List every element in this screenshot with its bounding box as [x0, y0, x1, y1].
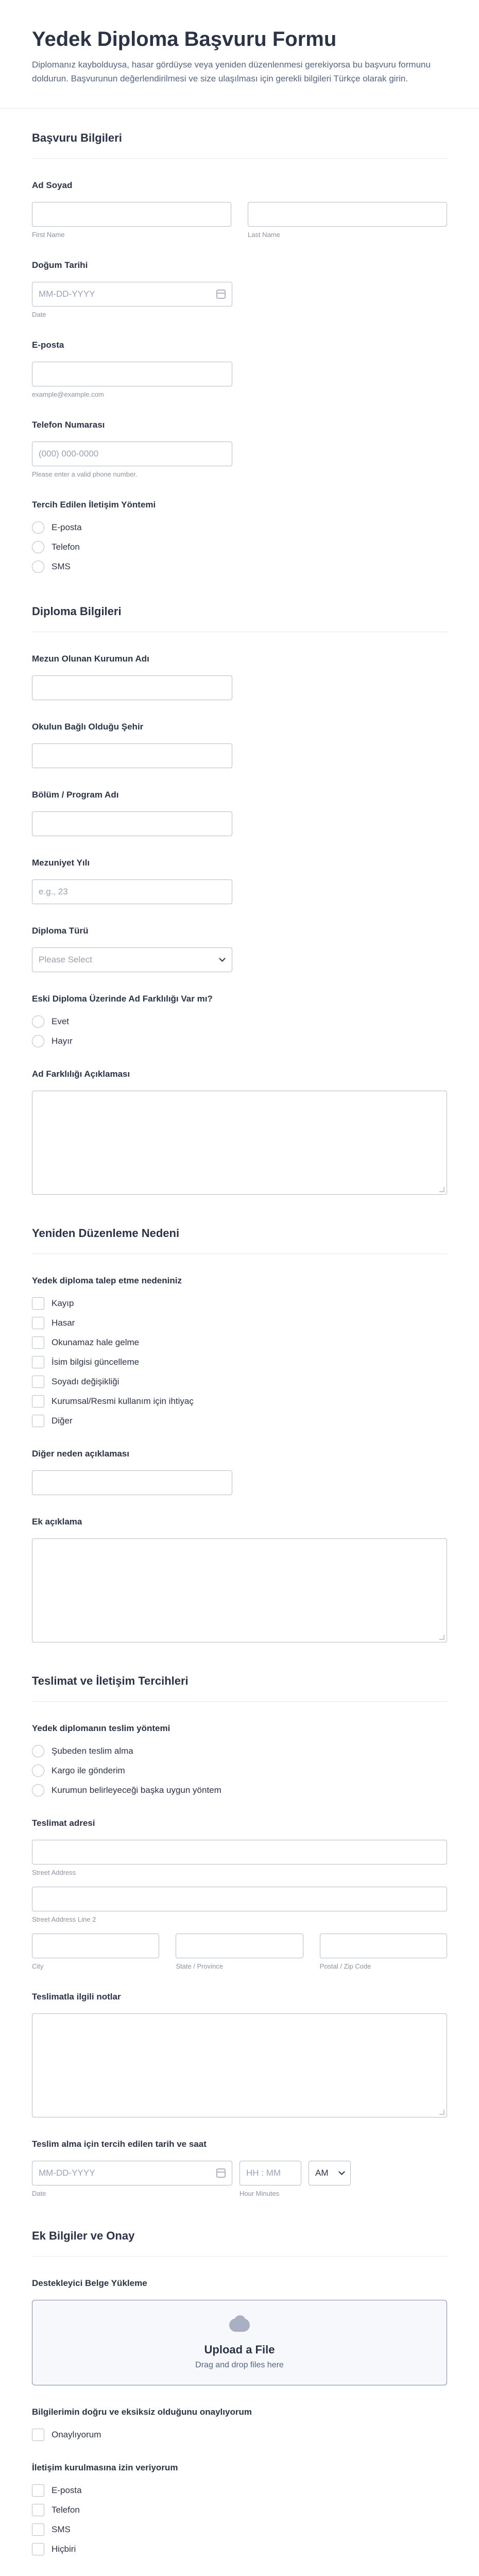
delivery-option[interactable]: [32, 1784, 447, 1797]
section-title-delivery: Teslimat ve İletişim Tercihleri: [32, 1674, 447, 1702]
label-full-name: Ad Soyad: [32, 180, 73, 190]
institution-input[interactable]: [32, 675, 232, 700]
label-department: Bölüm / Program Adı: [32, 790, 119, 800]
reason-option[interactable]: [32, 1356, 447, 1368]
resize-handle-icon[interactable]: [439, 1187, 444, 1192]
option-label: İsim bilgisi güncelleme: [52, 1357, 140, 1367]
checkbox[interactable]: [32, 1415, 44, 1427]
checkbox[interactable]: [32, 1317, 44, 1329]
label-contact-method: Tercih Edilen İletişim Yöntemi: [32, 500, 156, 510]
dob-input[interactable]: [32, 282, 232, 307]
delivery-notes-textarea[interactable]: [32, 2013, 447, 2117]
field-consent: [32, 2463, 447, 2555]
dob-placeholder: MM-DD-YYYY: [39, 289, 95, 299]
option-label: Telefon: [52, 542, 80, 552]
calendar-icon[interactable]: [216, 2168, 226, 2178]
option-label: SMS: [52, 562, 71, 571]
pickup-time-sublabel: Hour Minutes: [239, 2190, 280, 2197]
reason-option[interactable]: [32, 1376, 447, 1388]
diploma-type-select[interactable]: [32, 947, 232, 972]
street-address-input[interactable]: [32, 1840, 447, 1865]
label-diploma-type: Diploma Türü: [32, 926, 89, 936]
city-sublabel: City: [32, 1962, 44, 1970]
label-address: Teslimat adresi: [32, 1818, 95, 1828]
grad-year-placeholder: e.g., 23: [39, 887, 68, 896]
ampm-value: AM: [315, 2168, 329, 2178]
option-label: Diğer: [52, 1416, 73, 1426]
reason-option[interactable]: [32, 1297, 447, 1310]
contact-option-email[interactable]: [32, 521, 447, 534]
option-label: Onaylıyorum: [52, 2430, 101, 2439]
city-input[interactable]: [32, 1934, 159, 1958]
reason-option[interactable]: [32, 1395, 447, 1408]
consent-option[interactable]: [32, 2543, 447, 2555]
field-department: [32, 790, 447, 836]
phone-input[interactable]: [32, 442, 232, 466]
contact-option-sms[interactable]: [32, 561, 447, 573]
label-school-city: Okulun Bağlı Olduğu Şehir: [32, 722, 144, 732]
email-input[interactable]: [32, 362, 232, 386]
consent-option[interactable]: [32, 2504, 447, 2516]
pickup-date-input[interactable]: [32, 2161, 232, 2185]
checkbox[interactable]: [32, 2523, 44, 2536]
field-extra-explain: [32, 1517, 447, 1642]
radio-button[interactable]: [32, 521, 44, 534]
option-label: Okunamaz hale gelme: [52, 1337, 140, 1347]
option-label: E-posta: [52, 2485, 82, 2495]
label-email: E-posta: [32, 340, 64, 350]
checkbox[interactable]: [32, 2484, 44, 2497]
field-pickup-datetime: [32, 2139, 447, 2197]
phone-sublabel: Please enter a valid phone number.: [32, 470, 138, 478]
phone-placeholder: (000) 000-0000: [39, 449, 99, 459]
checkbox[interactable]: [32, 1336, 44, 1349]
field-full-name: [32, 180, 447, 239]
field-dob: [32, 260, 447, 318]
reason-option[interactable]: [32, 1415, 447, 1427]
checkbox[interactable]: [32, 1297, 44, 1310]
reason-option[interactable]: [32, 1336, 447, 1349]
section-delivery: [0, 1674, 479, 2197]
section-title-applicant: Başvuru Bilgileri: [32, 131, 447, 159]
grad-year-input[interactable]: [32, 879, 232, 904]
last-name-sublabel: Last Name: [248, 231, 280, 239]
label-delivery-method: Yedek diplomanın teslim yöntemi: [32, 1723, 170, 1733]
contact-option-phone[interactable]: [32, 541, 447, 553]
option-label: Kurumun belirleyeceği başka uygun yöntem: [52, 1785, 221, 1795]
option-label: Soyadı değişikliği: [52, 1377, 119, 1386]
checkbox[interactable]: [32, 1376, 44, 1388]
label-reason: Yedek diploma talep etme nedeniniz: [32, 1276, 182, 1285]
label-extra-explain: Ek açıklama: [32, 1517, 82, 1527]
consent-option[interactable]: [32, 2523, 447, 2536]
calendar-icon[interactable]: [216, 290, 226, 299]
field-grad-year: [32, 858, 447, 904]
form-description: Diplomanız kaybolduysa, hasar gördüyse veya yeniden düzenlenmesi gerekiyorsa bu başvuru formunu doldurun. Başvurunun değerlendirilmesi ve size ulaşılması için gerekli bilgileri Türkçe olarak girin.: [32, 60, 431, 83]
option-label: Evet: [52, 1016, 70, 1026]
checkbox[interactable]: [32, 2429, 44, 2441]
section-applicant: [0, 131, 479, 573]
name-diff-explain-textarea[interactable]: [32, 1091, 447, 1195]
radio-button[interactable]: [32, 1745, 44, 1757]
zip-sublabel: Postal / Zip Code: [319, 1962, 371, 1970]
radio-button[interactable]: [32, 1784, 44, 1797]
upload-subtitle: Drag and drop files here: [195, 2361, 284, 2369]
field-email: [32, 340, 447, 398]
field-address: [32, 1818, 447, 1970]
checkbox[interactable]: [32, 1356, 44, 1368]
option-label: Hasar: [52, 1318, 75, 1328]
name-diff-option-no[interactable]: [32, 1035, 447, 1047]
section-diploma: [0, 605, 479, 1195]
label-other-reason: Diğer neden açıklaması: [32, 1449, 129, 1459]
file-upload-dropzone[interactable]: [32, 2300, 447, 2385]
section-title-reason: Yeniden Düzenleme Nedeni: [32, 1227, 447, 1254]
field-upload: [32, 2278, 447, 2385]
option-label: E-posta: [52, 522, 82, 532]
upload-title: Upload a File: [204, 2343, 275, 2356]
section-reason: [0, 1227, 479, 1642]
field-phone: [32, 420, 447, 478]
label-consent: İletişim kurulmasına izin veriyorum: [32, 2463, 178, 2472]
field-delivery-notes: [32, 1992, 447, 2117]
confirm-option[interactable]: [32, 2429, 447, 2441]
radio-button[interactable]: [32, 561, 44, 573]
label-pickup-datetime: Teslim alma için tercih edilen tarih ve saat: [32, 2139, 207, 2149]
label-phone: Telefon Numarası: [32, 420, 105, 430]
field-name-diff-explain: [32, 1069, 447, 1195]
label-grad-year: Mezuniyet Yılı: [32, 858, 90, 868]
dob-sublabel: Date: [32, 311, 46, 318]
street-address-line2-input[interactable]: [32, 1887, 447, 1911]
delivery-option[interactable]: [32, 1765, 447, 1777]
radio-button[interactable]: [32, 541, 44, 553]
option-label: Kargo ile gönderim: [52, 1766, 125, 1775]
pickup-time-placeholder: HH : MM: [246, 2168, 281, 2178]
label-upload: Destekleyici Belge Yükleme: [32, 2278, 147, 2288]
option-label: Şubeden teslim alma: [52, 1746, 133, 1756]
field-name-diff: [32, 994, 447, 1047]
state-sublabel: State / Province: [176, 1962, 224, 1970]
field-contact-method: [32, 500, 447, 573]
zip-input[interactable]: [320, 1934, 447, 1958]
label-delivery-notes: Teslimatla ilgili notlar: [32, 1992, 121, 2002]
radio-button[interactable]: [32, 1015, 44, 1028]
resize-handle-icon[interactable]: [439, 2110, 444, 2115]
section-title-extra: Ek Bilgiler ve Onay: [32, 2229, 447, 2257]
chevron-down-icon: [219, 955, 226, 962]
radio-button[interactable]: [32, 1765, 44, 1777]
field-confirm: [32, 2407, 447, 2441]
last-name-input[interactable]: [248, 202, 447, 227]
cloud-upload-icon: [225, 2315, 254, 2332]
ampm-select[interactable]: [309, 2161, 351, 2185]
extra-explain-textarea[interactable]: [32, 1538, 447, 1642]
email-sublabel: example@example.com: [32, 391, 104, 398]
resize-handle-icon[interactable]: [439, 1635, 444, 1640]
pickup-date-placeholder: MM-DD-YYYY: [39, 2168, 95, 2178]
school-city-input[interactable]: [32, 743, 232, 768]
option-label: Telefon: [52, 2505, 80, 2515]
section-extra: [0, 2229, 479, 2576]
pickup-time-input[interactable]: [239, 2161, 301, 2185]
field-institution: [32, 654, 447, 700]
label-name-diff: Eski Diploma Üzerinde Ad Farklılığı Var mı?: [32, 994, 213, 1004]
field-other-reason: [32, 1449, 447, 1495]
checkbox[interactable]: [32, 1395, 44, 1408]
field-delivery-method: [32, 1723, 447, 1797]
checkbox[interactable]: [32, 2504, 44, 2516]
pickup-date-sublabel: Date: [32, 2190, 46, 2197]
field-school-city: [32, 722, 447, 768]
form-header: [0, 0, 479, 109]
label-name-diff-explain: Ad Farklılığı Açıklaması: [32, 1069, 130, 1079]
section-title-diploma: Diploma Bilgileri: [32, 605, 447, 632]
checkbox[interactable]: [32, 2543, 44, 2555]
consent-option[interactable]: [32, 2484, 447, 2497]
radio-button[interactable]: [32, 1035, 44, 1047]
label-confirm: Bilgilerimin doğru ve eksiksiz olduğunu onaylıyorum: [32, 2407, 252, 2417]
reason-option[interactable]: [32, 1317, 447, 1329]
label-dob: Doğum Tarihi: [32, 260, 88, 270]
diploma-type-placeholder: Please Select: [39, 955, 92, 964]
street-address-line2-sublabel: Street Address Line 2: [32, 1916, 96, 1923]
option-label: Hiçbiri: [52, 2544, 76, 2554]
state-input[interactable]: [176, 1934, 303, 1958]
other-reason-input[interactable]: [32, 1470, 232, 1495]
name-diff-option-yes[interactable]: [32, 1015, 447, 1028]
field-reason: [32, 1276, 447, 1427]
delivery-option[interactable]: [32, 1745, 447, 1757]
field-diploma-type: [32, 926, 447, 972]
option-label: Hayır: [52, 1036, 73, 1046]
label-institution: Mezun Olunan Kurumun Adı: [32, 654, 149, 664]
first-name-input[interactable]: [32, 202, 231, 227]
form-title: Yedek Diploma Başvuru Formu: [32, 28, 337, 50]
street-address-sublabel: Street Address: [32, 1869, 76, 1876]
first-name-sublabel: First Name: [32, 231, 65, 239]
option-label: SMS: [52, 2524, 71, 2534]
option-label: Kurumsal/Resmi kullanım için ihtiyaç: [52, 1396, 194, 1406]
department-input[interactable]: [32, 811, 232, 836]
option-label: Kayıp: [52, 1298, 74, 1308]
chevron-down-icon: [338, 2168, 345, 2175]
